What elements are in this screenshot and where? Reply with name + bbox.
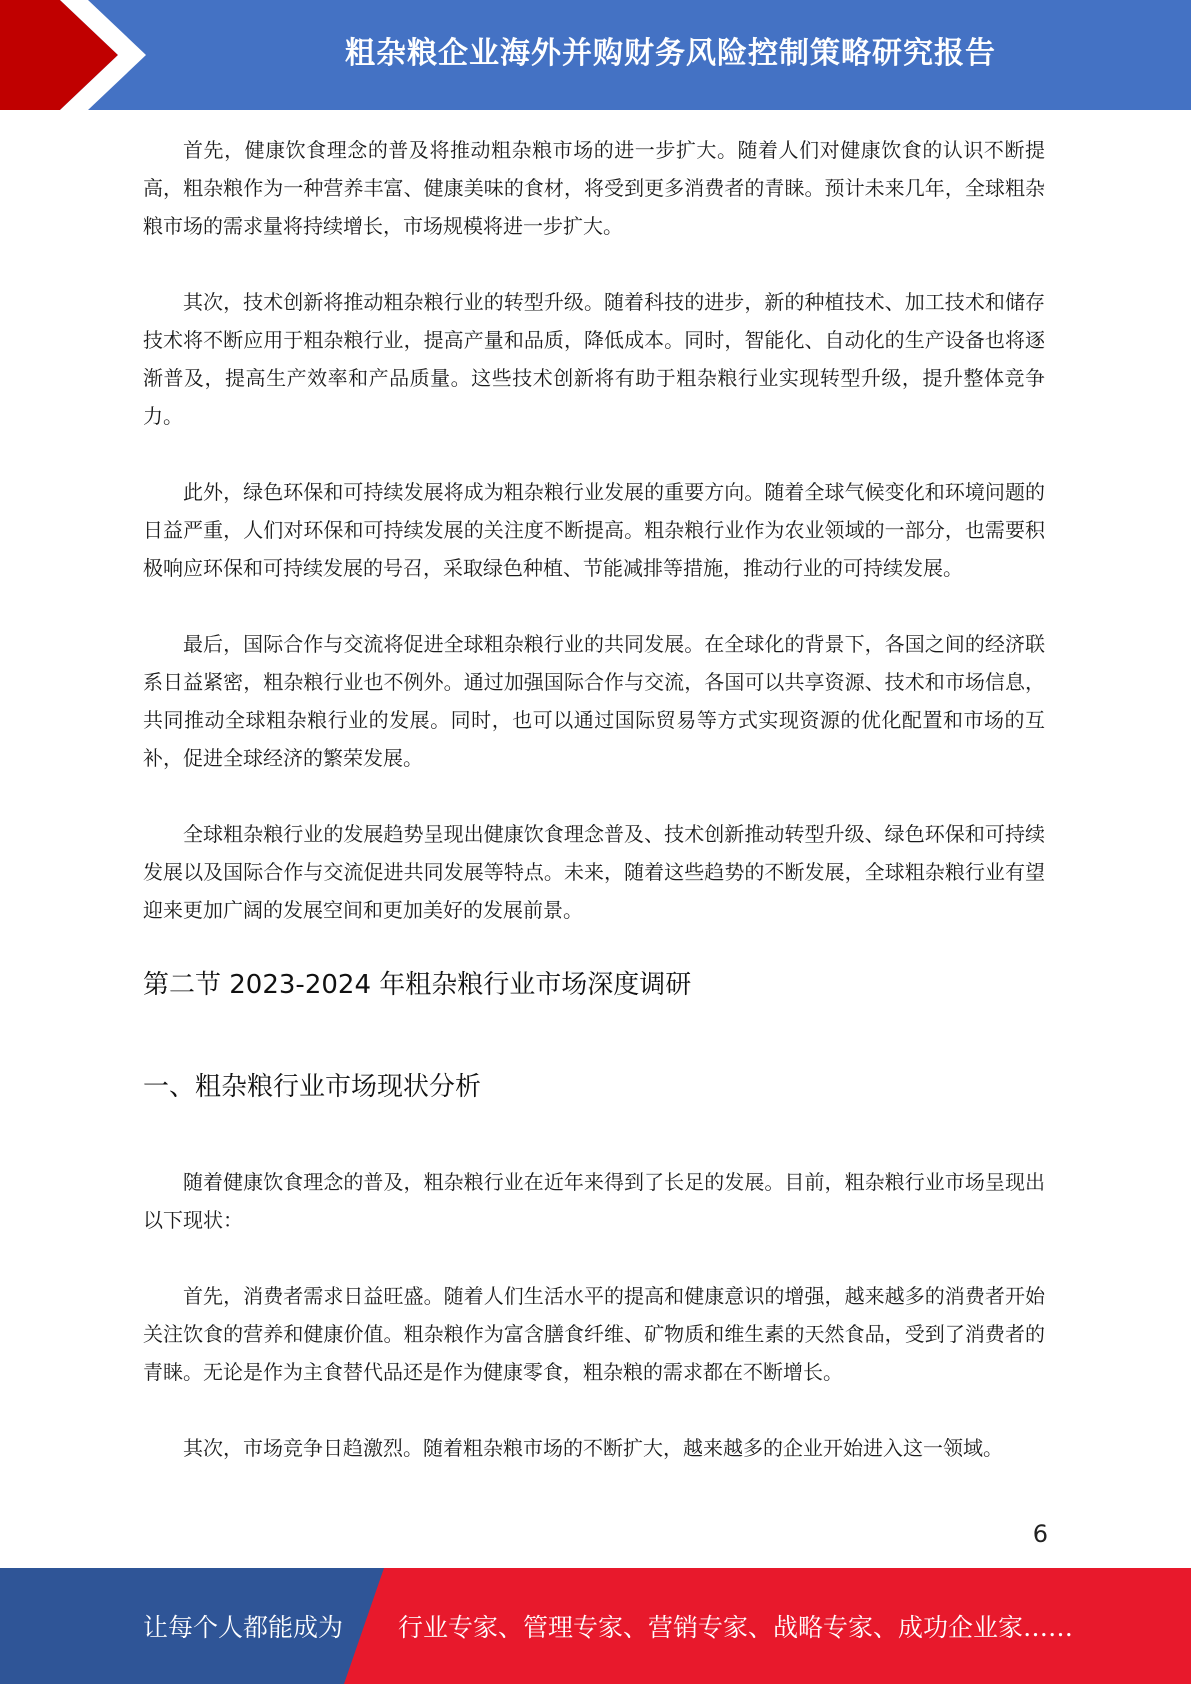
paragraph: 随着健康饮食理念的普及，粗杂粮行业在近年来得到了长足的发展。目前，粗杂粮行业市场呈现出以下现状： xyxy=(143,1170,1045,1232)
section-heading: 第二节 2023-2024 年粗杂粮行业市场深度调研 xyxy=(143,970,692,1000)
footer-slogan-left: 让每个人都能成为 xyxy=(143,1613,344,1642)
paragraph: 首先，健康饮食理念的普及将推动粗杂粮市场的进一步扩大。随着人们对健康饮食的认识不断提高，粗杂粮作为一种营养丰富、健康美味的食材，将受到更多消费者的青睐。预计未来几年，全球粗杂粮市场的需求量将持续增长，市场规模将进一步扩大。 xyxy=(143,138,1045,238)
paragraph: 首先，消费者需求日益旺盛。随着人们生活水平的提高和健康意识的增强，越来越多的消费者开始关注饮食的营养和健康价值。粗杂粮作为富含膳食纤维、矿物质和维生素的天然食品，受到了消费者的青睐。无论是作为主食替代品还是作为健康零食，粗杂粮的需求都在不断增长。 xyxy=(143,1284,1045,1384)
sub-heading: 一、粗杂粮行业市场现状分析 xyxy=(143,1072,482,1102)
paragraph: 全球粗杂粮行业的发展趋势呈现出健康饮食理念普及、技术创新推动转型升级、绿色环保和可持续发展以及国际合作与交流促进共同发展等特点。未来，随着这些趋势的不断发展，全球粗杂粮行业有望迎来更加广阔的发展空间和更加美好的发展前景。 xyxy=(143,822,1045,922)
page-header xyxy=(0,0,1191,110)
paragraph: 最后，国际合作与交流将促进全球粗杂粮行业的共同发展。在全球化的背景下，各国之间的经济联系日益紧密，粗杂粮行业也不例外。通过加强国际合作与交流，各国可以共享资源、技术和市场信息，共同推动全球粗杂粮行业的发展。同时，也可以通过国际贸易等方式实现资源的优化配置和市场的互补，促进全球经济的繁荣发展。 xyxy=(143,632,1045,770)
header-title: 粗杂粮企业海外并购财务风险控制策略研究报告 xyxy=(345,36,996,71)
footer-slogan-right: 行业专家、管理专家、营销专家、战略专家、成功企业家…… xyxy=(398,1613,1074,1642)
page-number: 6 xyxy=(1032,1520,1048,1548)
paragraph: 其次，市场竞争日趋激烈。随着粗杂粮市场的不断扩大，越来越多的企业开始进入这一领域。 xyxy=(183,1436,1003,1460)
paragraph: 其次，技术创新将推动粗杂粮行业的转型升级。随着科技的进步，新的种植技术、加工技术和储存技术将不断应用于粗杂粮行业，提高产量和品质，降低成本。同时，智能化、自动化的生产设备也将逐渐普及，提高生产效率和产品质量。这些技术创新将有助于粗杂粮行业实现转型升级，提升整体竞争力。 xyxy=(143,290,1045,428)
paragraph: 此外，绿色环保和可持续发展将成为粗杂粮行业发展的重要方向。随着全球气候变化和环境问题的日益严重，人们对环保和可持续发展的关注度不断提高。粗杂粮行业作为农业领域的一部分，也需要积极响应环保和可持续发展的号召，采取绿色种植、节能减排等措施，推动行业的可持续发展。 xyxy=(143,480,1045,580)
document-body xyxy=(143,131,1045,1505)
page-footer xyxy=(0,1568,1191,1684)
